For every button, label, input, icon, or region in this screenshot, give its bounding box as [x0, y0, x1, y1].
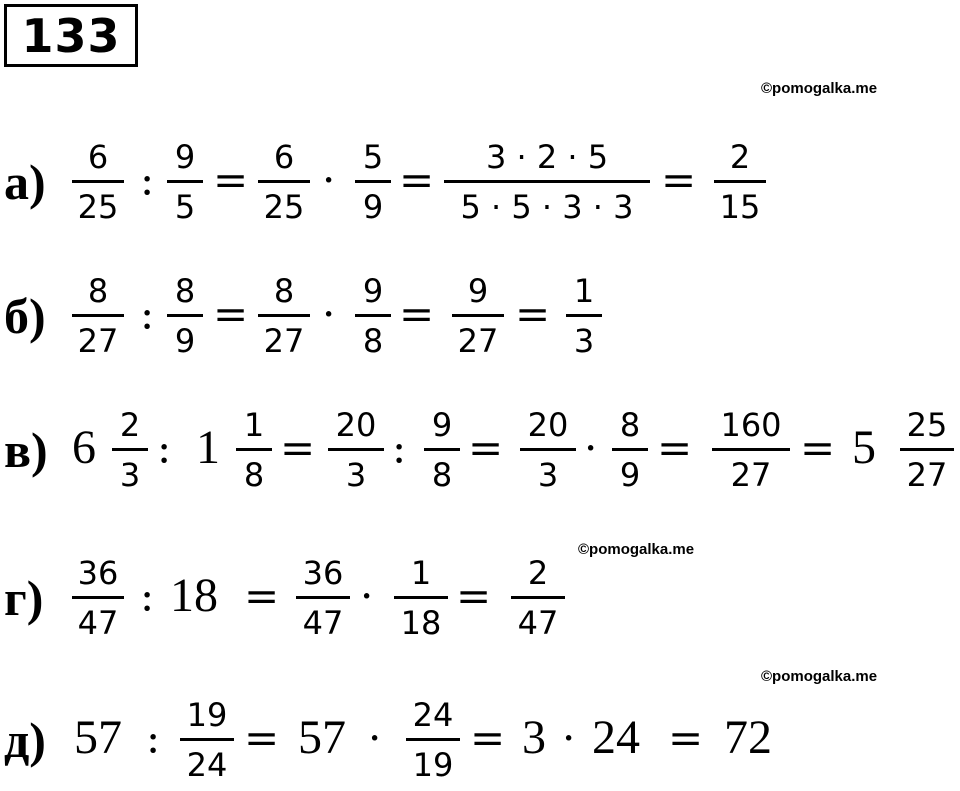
- watermark-middle: ©pomogalka.me: [578, 541, 695, 558]
- fraction: [444, 137, 650, 227]
- operator: ·: [368, 713, 382, 763]
- watermark-bottom: ©pomogalka.me: [761, 668, 878, 685]
- denominator: 8: [243, 456, 265, 494]
- integer: 72: [724, 711, 772, 765]
- denominator: 9: [619, 456, 641, 494]
- numerator: 8: [174, 272, 196, 310]
- denominator: 47: [302, 604, 344, 642]
- integer: 24: [592, 711, 640, 765]
- denominator: 3: [573, 322, 595, 360]
- numerator: 20: [527, 406, 569, 444]
- numerator: 25: [906, 406, 948, 444]
- problem-number: 133: [4, 4, 138, 67]
- denominator: 25: [77, 188, 119, 226]
- denominator: 27: [77, 322, 119, 360]
- numerator: 3 · 2 · 5: [485, 138, 609, 176]
- numerator: 1: [243, 406, 265, 444]
- row-a: [0, 137, 960, 227]
- operator: =: [800, 423, 836, 473]
- fraction: [566, 271, 602, 361]
- denominator: 3: [345, 456, 367, 494]
- fraction: [714, 137, 766, 227]
- fraction: [72, 137, 124, 227]
- numerator: 9: [467, 272, 489, 310]
- operator: :: [392, 423, 407, 473]
- fraction: [424, 405, 460, 495]
- row-label: б): [4, 288, 46, 344]
- integer: 18: [170, 569, 218, 623]
- denominator: 19: [412, 746, 454, 784]
- operator: =: [668, 713, 704, 763]
- operator: :: [140, 155, 155, 205]
- fraction: [511, 553, 565, 643]
- fraction: [520, 405, 576, 495]
- operator: ·: [322, 289, 336, 339]
- operator: :: [157, 423, 172, 473]
- denominator: 27: [263, 322, 305, 360]
- fraction: [296, 553, 350, 643]
- fraction: [236, 405, 272, 495]
- operator: :: [140, 571, 155, 621]
- denominator: 8: [431, 456, 453, 494]
- denominator: 47: [77, 604, 119, 642]
- operator: =: [468, 423, 504, 473]
- fraction: [112, 405, 148, 495]
- denominator: 9: [362, 188, 384, 226]
- row-label: в): [4, 422, 48, 478]
- denominator: 27: [730, 456, 772, 494]
- operator: :: [146, 713, 161, 763]
- fraction: [355, 271, 391, 361]
- fraction: [328, 405, 384, 495]
- denominator: 3: [537, 456, 559, 494]
- fraction: [72, 271, 124, 361]
- operator: =: [399, 289, 435, 339]
- operator: =: [661, 155, 697, 205]
- fraction: [258, 137, 310, 227]
- denominator: 27: [906, 456, 948, 494]
- operator: =: [244, 713, 280, 763]
- operator: ·: [322, 155, 336, 205]
- numerator: 9: [362, 272, 384, 310]
- numerator: 24: [412, 696, 454, 734]
- row-label: д): [4, 712, 46, 768]
- denominator: 24: [186, 746, 228, 784]
- row-v: [0, 405, 960, 495]
- denominator: 18: [400, 604, 442, 642]
- denominator: 9: [174, 322, 196, 360]
- operator: =: [213, 155, 249, 205]
- fraction: [167, 271, 203, 361]
- numerator: 1: [573, 272, 595, 310]
- operator: :: [140, 289, 155, 339]
- numerator: 19: [186, 696, 228, 734]
- numerator: 2: [527, 554, 549, 592]
- numerator: 9: [431, 406, 453, 444]
- operator: =: [456, 571, 492, 621]
- fraction: [167, 137, 203, 227]
- denominator: 27: [457, 322, 499, 360]
- row-label: г): [4, 570, 44, 626]
- row-g: [0, 553, 960, 643]
- operator: =: [244, 571, 280, 621]
- denominator: 8: [362, 322, 384, 360]
- operator: =: [213, 289, 249, 339]
- row-b: [0, 271, 960, 361]
- numerator: 6: [87, 138, 109, 176]
- numerator: 6: [273, 138, 295, 176]
- numerator: 20: [335, 406, 377, 444]
- fraction: [258, 271, 310, 361]
- fraction: [180, 695, 234, 785]
- numerator: 5: [362, 138, 384, 176]
- numerator: 160: [720, 406, 782, 444]
- whole-number: 1: [196, 421, 220, 475]
- integer: 57: [298, 711, 346, 765]
- operator: ·: [360, 571, 374, 621]
- numerator: 8: [619, 406, 641, 444]
- integer: 57: [74, 711, 122, 765]
- fraction: [712, 405, 790, 495]
- operator: ·: [562, 713, 576, 763]
- whole-number: 5: [852, 421, 876, 475]
- numerator: 2: [119, 406, 141, 444]
- fraction: [612, 405, 648, 495]
- whole-number: 6: [72, 421, 96, 475]
- fraction: [72, 553, 124, 643]
- fraction: [355, 137, 391, 227]
- row-label: а): [4, 154, 46, 210]
- denominator: 47: [517, 604, 559, 642]
- operator: =: [515, 289, 551, 339]
- numerator: 2: [729, 138, 751, 176]
- numerator: 1: [410, 554, 432, 592]
- fraction: [900, 405, 954, 495]
- fraction: [452, 271, 504, 361]
- numerator: 9: [174, 138, 196, 176]
- numerator: 8: [87, 272, 109, 310]
- fraction: [394, 553, 448, 643]
- watermark-top: ©pomogalka.me: [761, 80, 878, 97]
- denominator: 3: [119, 456, 141, 494]
- denominator: 15: [719, 188, 761, 226]
- denominator: 5 · 5 · 3 · 3: [460, 188, 634, 226]
- numerator: 36: [302, 554, 344, 592]
- row-d: [0, 695, 960, 785]
- numerator: 8: [273, 272, 295, 310]
- operator: =: [470, 713, 506, 763]
- denominator: 5: [174, 188, 196, 226]
- operator: ·: [584, 423, 598, 473]
- operator: =: [657, 423, 693, 473]
- operator: =: [280, 423, 316, 473]
- denominator: 25: [263, 188, 305, 226]
- operator: =: [399, 155, 435, 205]
- fraction: [406, 695, 460, 785]
- integer: 3: [522, 711, 546, 765]
- numerator: 36: [77, 554, 119, 592]
